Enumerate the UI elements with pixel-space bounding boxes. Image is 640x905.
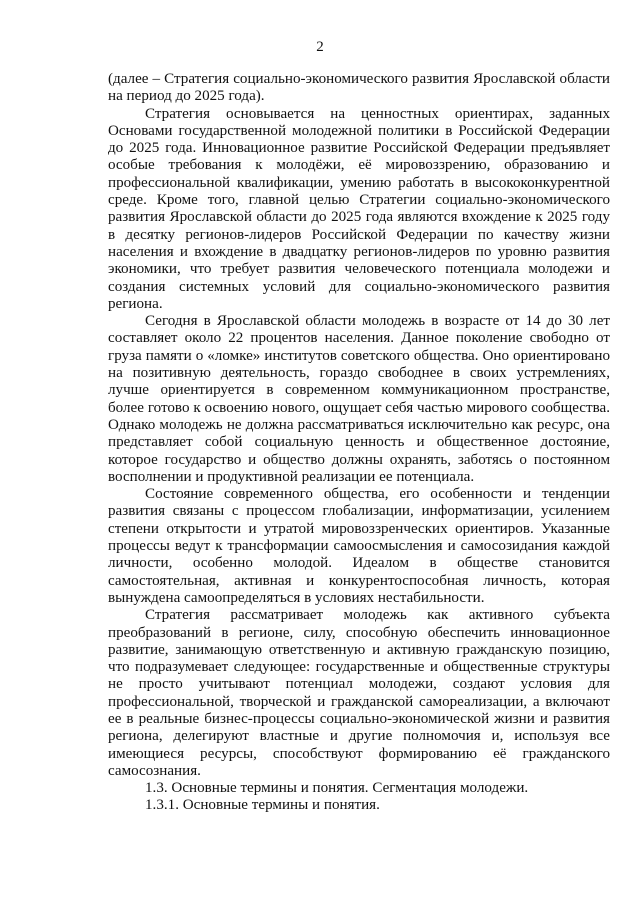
page-number: 2 — [316, 39, 324, 55]
document-body — [108, 71, 610, 815]
paragraph-continuation: (далее – Стратегия социально-экономического развития Ярославской области на период до 2025 года). — [108, 71, 610, 105]
paragraph-youth-as-subject: Стратегия рассматривает молодежь как активного субъекта преобразований в регионе, силу, способную обеспечить инновационное развитие, занимающую ответственную и активную гражданскую позицию, что подразумевает следующее: государственные и общественные структуры не просто учитывают потенциал молодежи, создают условия для профессиональной, творческой и гражданской самореализации, а включают ее в реальные бизнес-процессы социально-экономической жизни и развития региона, делегируют властные и другие полномочия и, используя все имеющиеся ресурсы, способствуют формированию её гражданского самосознания. — [108, 607, 610, 779]
paragraph-society-state: Состояние современного общества, его особенности и тенденции развития связаны с процессом глобализации, информатизации, усилением степени открытости и утратой мировоззренческих ориентиров. Указанные процессы ведут к трансформации самоосмысления и самосозидания каждой личности, особенно молодой. Идеалом в обществе становится самостоятельная, активная и конкурентоспособная личность, которая вынуждена самоопределяться в условиях нестабильности. — [108, 486, 610, 606]
paragraph-youth-today: Сегодня в Ярославской области молодежь в возрасте от 14 до 30 лет составляет около 22 процентов населения. Данное поколение свободно от груза памяти о «ломке» институтов советского общества. Оно ориентировано на позитивную деятельность, гораздо свободнее в своих устремлениях, лучше ориентируется в современном коммуникационном пространстве, более готово к освоению нового, ощущает себя частью мирового сообщества. Однако молодежь не должна рассматриваться исключительно как ресурс, она представляет собой социальную ценность и общественное достояние, которое государство и общество должны охранять, заботясь о постоянном восполнении и продуктивной реализации ее потенциала. — [108, 313, 610, 485]
section-heading-1-3-1: 1.3.1. Основные термины и понятия. — [145, 797, 380, 814]
paragraph-strategy-foundations: Стратегия основывается на ценностных ориентирах, заданных Основами государственной молодежной политики в Российской Федерации до 2025 года. Инновационное развитие Российской Федерации предъявляет особые требования к молодёжи, её мировоззрению, образованию и профессиональной квалификации, умению работать в высококонкурентной среде. Кроме того, главной целью Стратегии социально-экономического развития Ярославской области до 2025 года являются вхождение к 2025 году в десятку регионов-лидеров Российской Федерации по качеству жизни населения и вхождение в двадцатку регионов-лидеров по уровню развития экономики, что требует развития человеческого потенциала молодежи и создания системных условий для социально-экономического развития региона. — [108, 105, 610, 312]
section-heading-1-3: 1.3. Основные термины и понятия. Сегментация молодежи. — [145, 780, 529, 797]
